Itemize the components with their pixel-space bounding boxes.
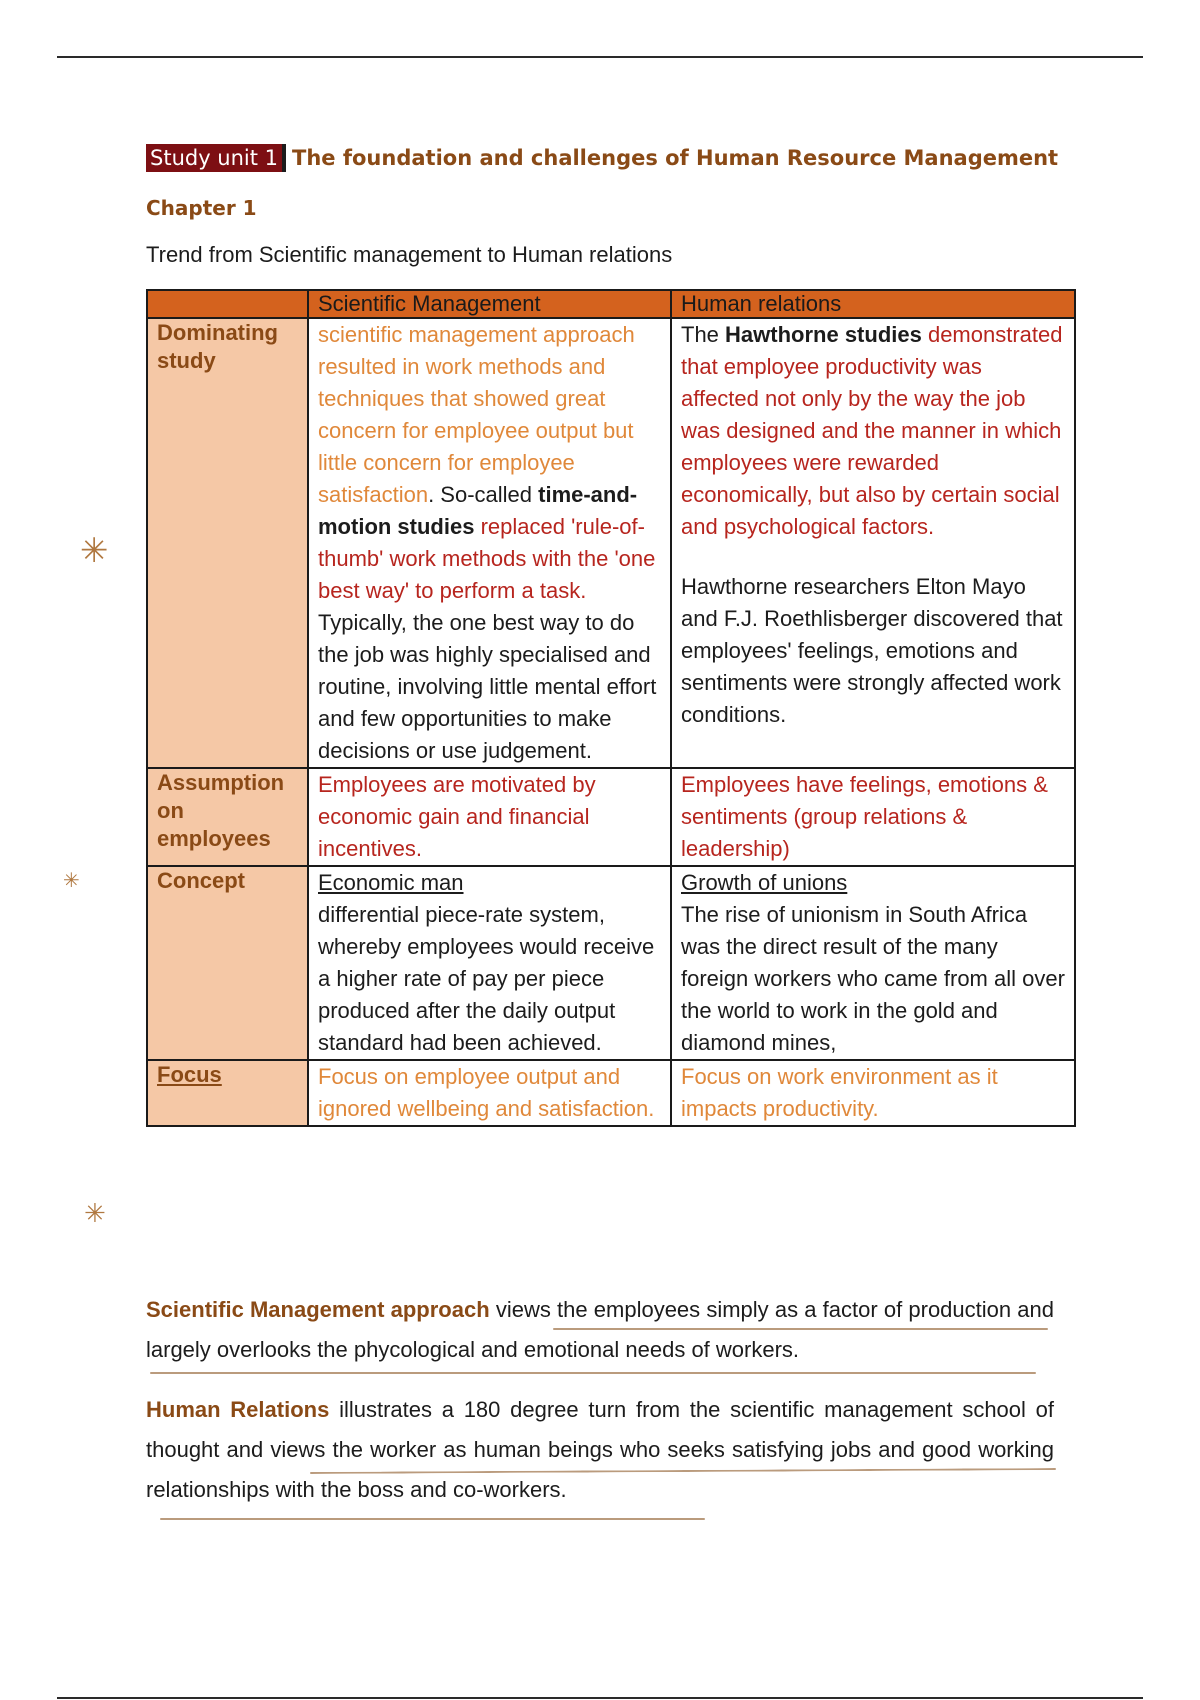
concept-sci-title: Economic man	[318, 870, 464, 895]
dominating-sci-text-3: time-and-motion studies	[318, 482, 638, 539]
cell-dominating-human	[671, 318, 1075, 768]
cell-concept-scientific	[308, 866, 671, 1060]
dominating-sci-text-1: scientific management approach resulted in work methods and techniques that showed great concern for employee output but little concern for employee satisfaction	[318, 322, 635, 507]
dominating-sci-text-4: replaced 'rule-of-thumb' work methods with the 'one best way' to perform a task.	[318, 514, 656, 603]
dominating-hum-text-1: The	[681, 322, 726, 347]
comparison-table	[146, 289, 1076, 1127]
table-header-row	[147, 290, 1075, 318]
margin-star-icon: ✳	[80, 532, 109, 570]
table-row-concept	[147, 866, 1075, 1060]
cell-concept-human	[671, 866, 1075, 1060]
top-rule	[57, 56, 1143, 58]
pen-underline	[150, 1372, 1036, 1374]
header-cell-human: Human relations	[671, 290, 1075, 318]
p2-lead: Human Relations	[146, 1397, 330, 1422]
paragraph-scientific-management	[146, 1290, 1054, 1370]
p2-rest: illustrates a 180 degree turn from the scientific management school of thought and views the worker as human beings who seeks satisfying jobs and good working relationships with the boss and co-workers.	[146, 1397, 1054, 1502]
pen-underline	[553, 1328, 1048, 1330]
paragraph-gap	[681, 543, 1065, 571]
study-unit-heading	[146, 146, 1058, 170]
dominating-sci-text-2: . So-called	[428, 482, 539, 507]
chapter-label: Chapter 1	[146, 196, 257, 220]
row-label-dominating-study: Dominating study	[147, 318, 308, 768]
concept-hum-title: Growth of unions	[681, 870, 848, 895]
dominating-hum-text-2: Hawthorne studies	[725, 322, 922, 347]
cell-dominating-scientific	[308, 318, 671, 768]
margin-star-icon: ✳	[84, 1198, 106, 1228]
dominating-hum-text-3: demonstrated that employee productivity was affected not only by the way the job was designed and the manner in which employees were rewarded economically, but also by certain social and psychological factors.	[681, 322, 1063, 539]
margin-star-icon: ✳	[63, 870, 80, 892]
row-label-assumption: Assumption on employees	[147, 768, 308, 866]
study-unit-badge: Study unit 1	[146, 144, 286, 172]
p1-rest: views the employees simply as a factor of production and largely overlooks the phycological and emotional needs of workers.	[146, 1297, 1054, 1362]
p1-lead: Scientific Management approach	[146, 1297, 490, 1322]
header-cell-blank	[147, 290, 308, 318]
header-cell-scientific: Scientific Management	[308, 290, 671, 318]
row-label-focus	[147, 1060, 308, 1126]
row-label-concept: Concept	[147, 866, 308, 1060]
dominating-sci-text-5: Typically, the one best way to do the job was highly specialised and routine, involving little mental effort and few opportunities to make decisions or use judgement.	[318, 610, 657, 763]
table-row-assumption	[147, 768, 1075, 866]
cell-focus-human: Focus on work environment as it impacts productivity.	[671, 1060, 1075, 1126]
dominating-hum-text-4: Hawthorne researchers Elton Mayo and F.J. Roethlisberger discovered that employees' feelings, emotions and sentiments were strongly affected work conditions.	[681, 574, 1063, 727]
focus-label-text: Focus	[157, 1062, 222, 1087]
cell-assumption-scientific: Employees are motivated by economic gain and financial incentives.	[308, 768, 671, 866]
concept-hum-body: The rise of unionism in South Africa was the direct result of the many foreign workers who came from all over the world to work in the gold and diamond mines,	[681, 902, 1065, 1055]
table-row-dominating-study	[147, 318, 1075, 768]
bottom-rule	[57, 1697, 1143, 1699]
intro-line: Trend from Scientific management to Human relations	[146, 242, 673, 267]
concept-sci-body: differential piece-rate system, whereby employees would receive a higher rate of pay per piece produced after the daily output standard had been achieved.	[318, 902, 655, 1055]
pen-underline	[160, 1518, 705, 1520]
paragraph-human-relations	[146, 1390, 1054, 1510]
cell-assumption-human: Employees have feelings, emotions & sentiments (group relations & leadership)	[671, 768, 1075, 866]
table-row-focus	[147, 1060, 1075, 1126]
study-unit-title: The foundation and challenges of Human Resource Management	[292, 146, 1059, 170]
cell-focus-scientific: Focus on employee output and ignored wellbeing and satisfaction.	[308, 1060, 671, 1126]
